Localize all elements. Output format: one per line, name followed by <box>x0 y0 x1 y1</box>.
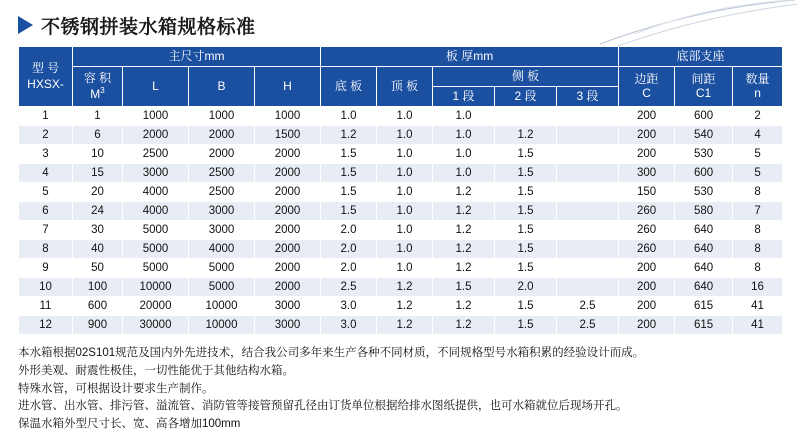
cell-top-plate: 1.0 <box>377 183 433 202</box>
cell-side-1: 1.5 <box>433 278 495 297</box>
table-row <box>19 221 783 240</box>
cell-no: 2 <box>19 126 73 145</box>
cell-top-plate: 1.0 <box>377 240 433 259</box>
cell-side-2: 1.5 <box>495 145 557 164</box>
cell-width: 5000 <box>189 278 255 297</box>
header-volume-unit-sup: 3 <box>100 85 105 95</box>
cell-side-2: 1.5 <box>495 316 557 335</box>
header-plate-thickness: 板 厚mm <box>321 47 619 67</box>
cell-bottom-plate: 3.0 <box>321 297 377 316</box>
cell-side-3 <box>557 107 619 126</box>
cell-width: 1000 <box>189 107 255 126</box>
table-row <box>19 183 783 202</box>
cell-spacing: 640 <box>675 221 733 240</box>
header-top-plate: 顶 板 <box>377 67 433 107</box>
cell-width: 4000 <box>189 240 255 259</box>
header-spacing-label: 间距 <box>691 71 716 86</box>
cell-side-3 <box>557 145 619 164</box>
cell-no: 7 <box>19 221 73 240</box>
cell-spacing: 640 <box>675 240 733 259</box>
cell-width: 2000 <box>189 126 255 145</box>
cell-height: 2000 <box>255 240 321 259</box>
header-quantity <box>733 67 783 107</box>
cell-side-2: 1.5 <box>495 297 557 316</box>
header-edge-distance-label: 边距 <box>634 71 659 86</box>
cell-bottom-plate: 1.5 <box>321 183 377 202</box>
header-spacing-sub: C1 <box>695 85 712 100</box>
cell-spacing: 530 <box>675 183 733 202</box>
cell-bottom-plate: 2.0 <box>321 240 377 259</box>
cell-top-plate: 1.0 <box>377 107 433 126</box>
cell-height: 2000 <box>255 278 321 297</box>
cell-width: 3000 <box>189 221 255 240</box>
cell-side-1: 1.0 <box>433 164 495 183</box>
cell-width: 2500 <box>189 164 255 183</box>
page-title-text: 不锈钢拼装水箱规格标准 <box>41 16 256 38</box>
header-volume <box>73 67 123 107</box>
cell-height: 2000 <box>255 145 321 164</box>
header-edge-distance-sub: C <box>642 85 651 100</box>
cell-top-plate: 1.0 <box>377 221 433 240</box>
table-row <box>19 164 783 183</box>
cell-top-plate: 1.2 <box>377 278 433 297</box>
cell-length: 5000 <box>123 240 189 259</box>
cell-bottom-plate: 1.0 <box>321 107 377 126</box>
cell-top-plate: 1.0 <box>377 164 433 183</box>
cell-length: 4000 <box>123 202 189 221</box>
cell-height: 1500 <box>255 126 321 145</box>
cell-edge-distance: 200 <box>619 145 675 164</box>
cell-quantity: 8 <box>733 183 783 202</box>
table-row <box>19 202 783 221</box>
cell-quantity: 41 <box>733 297 783 316</box>
cell-width: 5000 <box>189 259 255 278</box>
cell-side-1: 1.0 <box>433 145 495 164</box>
cell-spacing: 580 <box>675 202 733 221</box>
cell-spacing: 640 <box>675 278 733 297</box>
cell-length: 10000 <box>123 278 189 297</box>
cell-width: 2500 <box>189 183 255 202</box>
table-row <box>19 259 783 278</box>
header-bottom-plate: 底 板 <box>321 67 377 107</box>
table-row <box>19 145 783 164</box>
page-title <box>0 0 800 42</box>
spec-table-container <box>0 42 800 335</box>
cell-edge-distance: 300 <box>619 164 675 183</box>
cell-spacing: 615 <box>675 316 733 335</box>
cell-top-plate: 1.0 <box>377 145 433 164</box>
note-line: 进水管、出水管、排污管、溢流管、消防管等接管预留孔径由订货单位根据给排水图纸提供，也可水箱就位后现场开孔。 <box>18 400 628 413</box>
header-row-1 <box>19 47 783 67</box>
cell-quantity: 7 <box>733 202 783 221</box>
header-length: L <box>123 67 189 107</box>
cell-side-3: 2.5 <box>557 316 619 335</box>
header-volume-unit: $M^3$ <box>90 85 105 101</box>
cell-side-1: 1.2 <box>433 183 495 202</box>
cell-quantity: 8 <box>733 240 783 259</box>
cell-quantity: 41 <box>733 316 783 335</box>
cell-quantity: 2 <box>733 107 783 126</box>
cell-side-2: 1.5 <box>495 259 557 278</box>
cell-edge-distance: 200 <box>619 316 675 335</box>
cell-side-3 <box>557 202 619 221</box>
cell-height: 3000 <box>255 297 321 316</box>
cell-height: 2000 <box>255 221 321 240</box>
cell-volume: 1 <box>73 107 123 126</box>
cell-volume: 15 <box>73 164 123 183</box>
cell-side-1: 1.0 <box>433 126 495 145</box>
cell-edge-distance: 200 <box>619 259 675 278</box>
table-row <box>19 126 783 145</box>
cell-side-1: 1.2 <box>433 221 495 240</box>
cell-bottom-plate: 1.5 <box>321 145 377 164</box>
cell-no: 9 <box>19 259 73 278</box>
cell-volume: 100 <box>73 278 123 297</box>
cell-volume: 50 <box>73 259 123 278</box>
header-height: H <box>255 67 321 107</box>
cell-side-3 <box>557 183 619 202</box>
cell-spacing: 530 <box>675 145 733 164</box>
cell-quantity: 5 <box>733 164 783 183</box>
cell-edge-distance: 200 <box>619 297 675 316</box>
cell-side-3 <box>557 164 619 183</box>
cell-edge-distance: 200 <box>619 107 675 126</box>
header-side-seg-2: 2 段 <box>495 87 557 107</box>
cell-side-2: 1.5 <box>495 183 557 202</box>
note-line: 外形美观、耐震性极佳，一切性能优于其他结构水箱。 <box>18 364 294 377</box>
table-row <box>19 107 783 126</box>
cell-volume: 24 <box>73 202 123 221</box>
cell-top-plate: 1.0 <box>377 259 433 278</box>
header-quantity-label: 数量 <box>745 71 770 86</box>
cell-side-2: 2.0 <box>495 278 557 297</box>
cell-side-3 <box>557 259 619 278</box>
header-model <box>19 47 73 107</box>
cell-width: 3000 <box>189 202 255 221</box>
cell-side-3 <box>557 126 619 145</box>
note-line: 本水箱根据02S101规范及国内外先进技术，结合我公司多年来生产各种不同材质，不同规格型号水箱积累的经验设计而成。 <box>18 347 645 359</box>
cell-edge-distance: 200 <box>619 278 675 297</box>
table-body <box>19 107 783 335</box>
cell-length: 5000 <box>123 259 189 278</box>
cell-bottom-plate: 1.5 <box>321 202 377 221</box>
cell-height: 2000 <box>255 202 321 221</box>
cell-side-2: 1.5 <box>495 221 557 240</box>
spec-table <box>18 46 783 335</box>
cell-height: 2000 <box>255 183 321 202</box>
header-volume-label: 容 积 <box>83 70 112 85</box>
cell-bottom-plate: 2.5 <box>321 278 377 297</box>
cell-spacing: 540 <box>675 126 733 145</box>
cell-side-1: 1.0 <box>433 107 495 126</box>
header-model-line2: HXSX- <box>27 76 64 91</box>
table-row <box>19 278 783 297</box>
header-spacing <box>675 67 733 107</box>
cell-length: 2000 <box>123 126 189 145</box>
cell-no: 6 <box>19 202 73 221</box>
cell-edge-distance: 260 <box>619 202 675 221</box>
header-model-line1: 型 号 <box>31 60 60 75</box>
cell-length: 5000 <box>123 221 189 240</box>
cell-side-1: 1.2 <box>433 259 495 278</box>
cell-side-2 <box>495 107 557 126</box>
cell-top-plate: 1.0 <box>377 202 433 221</box>
cell-height: 1000 <box>255 107 321 126</box>
header-side-seg-3: 3 段 <box>557 87 619 107</box>
note-line: 特殊水管，可根据设计要求生产制作。 <box>18 382 214 395</box>
cell-side-2: 1.5 <box>495 202 557 221</box>
cell-edge-distance: 200 <box>619 126 675 145</box>
cell-edge-distance: 260 <box>619 240 675 259</box>
cell-length: 30000 <box>123 316 189 335</box>
cell-no: 3 <box>19 145 73 164</box>
cell-side-3: 2.5 <box>557 297 619 316</box>
header-edge-distance <box>619 67 675 107</box>
cell-length: 2500 <box>123 145 189 164</box>
triangle-bullet-icon <box>18 16 33 34</box>
cell-quantity: 8 <box>733 259 783 278</box>
cell-quantity: 16 <box>733 278 783 297</box>
cell-volume: 600 <box>73 297 123 316</box>
table-row <box>19 297 783 316</box>
cell-width: 10000 <box>189 297 255 316</box>
header-width: B <box>189 67 255 107</box>
cell-spacing: 600 <box>675 107 733 126</box>
cell-side-1: 1.2 <box>433 297 495 316</box>
cell-volume: 20 <box>73 183 123 202</box>
cell-quantity: 5 <box>733 145 783 164</box>
cell-top-plate: 1.2 <box>377 297 433 316</box>
cell-no: 11 <box>19 297 73 316</box>
cell-edge-distance: 150 <box>619 183 675 202</box>
cell-edge-distance: 260 <box>619 221 675 240</box>
cell-side-2: 1.5 <box>495 164 557 183</box>
header-side-plate: 侧 板 <box>433 67 619 87</box>
cell-no: 4 <box>19 164 73 183</box>
cell-side-2: 1.2 <box>495 126 557 145</box>
cell-side-3 <box>557 221 619 240</box>
cell-side-1: 1.2 <box>433 202 495 221</box>
cell-bottom-plate: 2.0 <box>321 259 377 278</box>
cell-no: 1 <box>19 107 73 126</box>
cell-bottom-plate: 2.0 <box>321 221 377 240</box>
cell-no: 12 <box>19 316 73 335</box>
cell-width: 2000 <box>189 145 255 164</box>
cell-no: 8 <box>19 240 73 259</box>
cell-width: 10000 <box>189 316 255 335</box>
notes-section <box>0 335 800 434</box>
cell-quantity: 8 <box>733 221 783 240</box>
cell-length: 3000 <box>123 164 189 183</box>
cell-top-plate: 1.2 <box>377 316 433 335</box>
cell-volume: 30 <box>73 221 123 240</box>
table-row <box>19 316 783 335</box>
cell-top-plate: 1.0 <box>377 126 433 145</box>
cell-length: 4000 <box>123 183 189 202</box>
cell-volume: 10 <box>73 145 123 164</box>
cell-spacing: 640 <box>675 259 733 278</box>
cell-quantity: 4 <box>733 126 783 145</box>
cell-bottom-plate: 1.5 <box>321 164 377 183</box>
cell-height: 3000 <box>255 316 321 335</box>
cell-volume: 6 <box>73 126 123 145</box>
cell-no: 5 <box>19 183 73 202</box>
note-line: 保温水箱外型尺寸长、宽、高各增加100mm <box>18 418 241 431</box>
cell-volume: 900 <box>73 316 123 335</box>
header-side-seg-1: 1 段 <box>433 87 495 107</box>
cell-length: 20000 <box>123 297 189 316</box>
cell-side-3 <box>557 278 619 297</box>
cell-volume: 40 <box>73 240 123 259</box>
cell-side-2: 1.5 <box>495 240 557 259</box>
header-main-dims: 主尺寸mm <box>73 47 321 67</box>
cell-spacing: 615 <box>675 297 733 316</box>
cell-side-1: 1.2 <box>433 240 495 259</box>
cell-height: 2000 <box>255 164 321 183</box>
cell-bottom-plate: 1.2 <box>321 126 377 145</box>
table-head <box>19 47 783 107</box>
cell-length: 1000 <box>123 107 189 126</box>
cell-height: 2000 <box>255 259 321 278</box>
header-bottom-support: 底部支座 <box>619 47 783 67</box>
cell-side-3 <box>557 240 619 259</box>
cell-no: 10 <box>19 278 73 297</box>
cell-side-1: 1.2 <box>433 316 495 335</box>
cell-bottom-plate: 3.0 <box>321 316 377 335</box>
header-row-2 <box>19 67 783 87</box>
table-row <box>19 240 783 259</box>
cell-spacing: 600 <box>675 164 733 183</box>
header-quantity-sub: n <box>754 85 761 100</box>
